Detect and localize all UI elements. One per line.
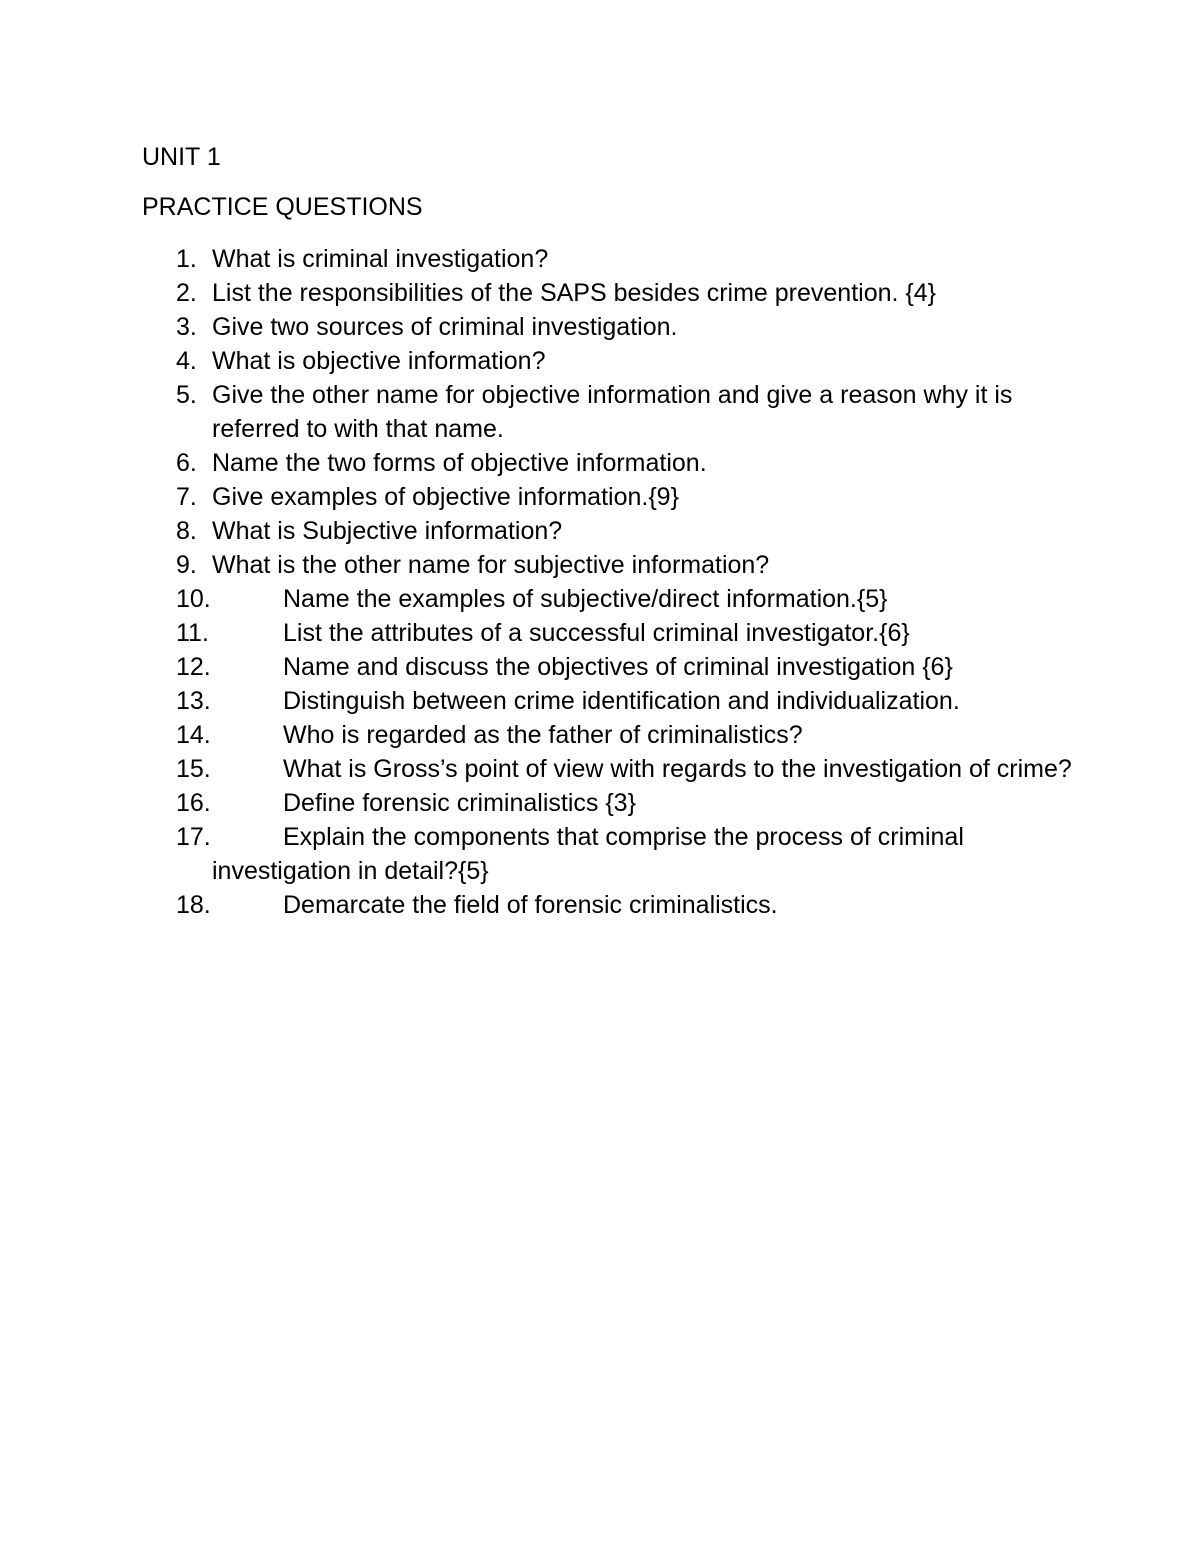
question-number: 16. — [176, 789, 211, 817]
question-item — [0, 752, 1072, 786]
question-text: Name the two forms of objective information. — [212, 449, 707, 477]
question-text: Give examples of objective information.{9} — [212, 483, 679, 511]
question-item — [0, 786, 1072, 820]
question-text: Define forensic criminalistics {3} — [283, 789, 636, 817]
question-item — [0, 378, 1072, 446]
question-text: List the attributes of a successful criminal investigator.{6} — [283, 619, 910, 647]
question-text: Demarcate the field of forensic criminalistics. — [283, 891, 778, 919]
question-text: List the responsibilities of the SAPS besides crime prevention. {4} — [212, 279, 937, 307]
question-number: 11. — [176, 619, 209, 647]
question-item — [0, 276, 1072, 310]
question-number: 2. — [176, 279, 197, 307]
question-text: Who is regarded as the father of criminalistics? — [283, 721, 803, 749]
question-item — [0, 718, 1072, 752]
question-item — [0, 684, 1072, 718]
question-text: Give the other name for objective information and give a reason why it is referred to with that name. — [212, 381, 1013, 443]
question-number: 14. — [176, 721, 211, 749]
question-text: Name the examples of subjective/direct information.{5} — [283, 585, 888, 613]
question-number: 17. — [176, 823, 211, 851]
question-item — [0, 548, 1072, 582]
question-item — [0, 582, 1072, 616]
question-number: 5. — [176, 381, 197, 409]
question-text: What is objective information? — [212, 347, 546, 375]
question-text: What is criminal investigation? — [212, 245, 549, 273]
question-number: 12. — [176, 653, 211, 681]
question-number: 10. — [176, 585, 211, 613]
question-text: What is the other name for subjective information? — [212, 551, 770, 579]
question-number: 13. — [176, 687, 211, 715]
question-item — [0, 310, 1072, 344]
question-text: What is Gross’s point of view with regards to the investigation of crime? — [283, 755, 1072, 783]
question-number: 4. — [176, 347, 197, 375]
practice-question-list — [0, 242, 1200, 922]
question-item — [0, 480, 1072, 514]
question-item — [0, 446, 1072, 480]
question-number: 15. — [176, 755, 211, 783]
question-item — [0, 616, 1072, 650]
question-text: Give two sources of criminal investigation. — [212, 313, 678, 341]
question-item — [0, 514, 1072, 548]
question-text: Explain the components that comprise the process of criminal investigation in detail?{5} — [212, 823, 964, 885]
question-number: 1. — [176, 245, 197, 273]
question-item — [0, 888, 1072, 922]
question-item — [0, 242, 1072, 276]
question-number: 8. — [176, 517, 197, 545]
question-number: 7. — [176, 483, 197, 511]
question-text: What is Subjective information? — [212, 517, 563, 545]
question-number: 6. — [176, 449, 197, 477]
question-text: Name and discuss the objectives of criminal investigation {6} — [283, 653, 953, 681]
question-number: 3. — [176, 313, 197, 341]
question-number: 9. — [176, 551, 197, 579]
question-item — [0, 650, 1072, 684]
unit-title: UNIT 1 — [142, 143, 221, 171]
question-number: 18. — [176, 891, 211, 919]
section-title: PRACTICE QUESTIONS — [142, 193, 423, 221]
question-text: Distinguish between crime identification and individualization. — [283, 687, 960, 715]
question-item — [0, 820, 1072, 888]
question-item — [0, 344, 1072, 378]
